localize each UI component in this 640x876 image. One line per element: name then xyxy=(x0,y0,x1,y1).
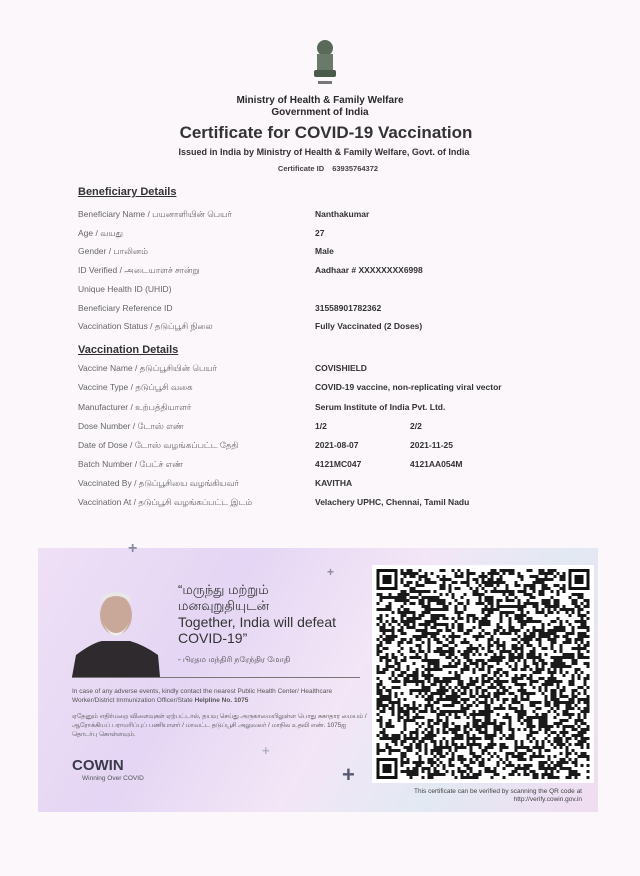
field-label: Manufacturer / உற்பத்தியாளர் xyxy=(78,402,192,412)
vaccination-heading: Vaccination Details xyxy=(78,344,179,356)
field-value: Male xyxy=(315,246,334,256)
field-value: 2021-08-07 xyxy=(315,440,359,450)
verify-note xyxy=(380,788,582,804)
adverse-events-notice xyxy=(72,687,372,705)
helpline: Helpline No. 1075 xyxy=(194,697,249,704)
beneficiary-heading: Beneficiary Details xyxy=(78,186,177,198)
field-label: Beneficiary Reference ID xyxy=(78,303,173,313)
field-value-dose-2: 2021-11-25 xyxy=(410,440,454,450)
adverse-text: In case of any adverse events, kindly contact the nearest Public Health Center/ Healthcare Worker/District Immunization Officer/State xyxy=(72,688,333,704)
field-value: Velachery UPHC, Chennai, Tamil Nadu xyxy=(315,497,470,507)
field-value: 4121MC047 xyxy=(315,459,362,469)
field-label: Gender / பாலினம் xyxy=(78,246,148,256)
field-value: COVISHIELD xyxy=(315,363,367,373)
field-label: Date of Dose / டோஸ் வழங்கப்பட்ட தேதி xyxy=(78,440,239,450)
field-value: Nanthakumar xyxy=(315,209,370,219)
cowin-logo: COWIN xyxy=(72,757,124,774)
field-label: Age / வயது xyxy=(78,228,124,238)
plus-icon: + xyxy=(342,762,355,787)
field-label: Vaccinated By / தடுப்பூசியை வழங்கியவர் xyxy=(78,478,240,488)
verify-text: This certificate can be verified by scanning the QR code at xyxy=(413,788,582,795)
ministry-heading xyxy=(0,95,640,119)
divider xyxy=(72,677,360,678)
ministry-name: Ministry of Health & Family Welfare xyxy=(236,95,404,106)
field-value-dose-2: 2/2 xyxy=(410,421,422,431)
quote-english-line-1: Together, India will defeat xyxy=(178,614,336,630)
field-value: Aadhaar # XXXXXXXX6998 xyxy=(315,265,423,275)
field-value: 1/2 xyxy=(315,421,327,431)
plus-icon: + xyxy=(128,540,138,557)
page-title: Certificate for COVID-19 Vaccination xyxy=(179,123,473,142)
field-label: Beneficiary Name / பயனாளியின் பெயர் xyxy=(78,209,232,219)
cowin-tagline: Winning Over COVID xyxy=(82,775,144,782)
quote-tamil-line-2: மனவுறுதியுடன் xyxy=(178,598,270,613)
field-label: Batch Number / பேட்ச் எண் xyxy=(78,459,184,469)
certificate-id xyxy=(0,164,640,173)
field-value: Serum Institute of India Pvt. Ltd. xyxy=(315,402,446,412)
certificate-id-label: Certificate ID xyxy=(277,164,325,173)
government-name: Government of India xyxy=(271,107,369,118)
field-label: ID Verified / அடையாளச் சான்று xyxy=(78,265,200,275)
adverse-events-notice-tamil: ஏதேனும் எதிர்மறை விளைவுகள் ஏற்பட்டால், தயவு செய்து அருகாமையிலுள்ள பொது சுகாதார மையம் / ஆரோக்கியப் பராமரிப்புப் பணியாளர் / மாவட்ட தடுப்பூசி அலுவலர் / மாநில உதவி எண். 1075ஐ தொடர்பு கொள்ளவும். xyxy=(72,713,367,738)
field-value: 31558901782362 xyxy=(315,303,382,313)
field-label: Vaccine Type / தடுப்பூசி வகை xyxy=(78,382,193,392)
quote-english-line-2: COVID-19” xyxy=(178,630,248,646)
prime-minister-photo xyxy=(72,585,160,677)
field-label: Dose Number / டோஸ் எண் xyxy=(78,421,184,431)
field-label: Vaccination Status / தடுப்பூசி நிலை xyxy=(78,321,213,331)
field-value: Fully Vaccinated (2 Doses) xyxy=(315,321,423,331)
field-label: Vaccination At / தடுப்பூசி வழங்கப்பட்ட இடம் xyxy=(78,497,253,507)
field-value: 27 xyxy=(315,228,325,238)
certificate-id-value: 63935764372 xyxy=(332,164,379,173)
field-value: KAVITHA xyxy=(315,478,353,488)
issued-by: Issued in India by Ministry of Health & Family Welfare, Govt. of India xyxy=(178,147,470,157)
plus-icon: + xyxy=(262,743,270,758)
verify-url[interactable]: http://verify.cowin.gov.in xyxy=(513,796,582,803)
field-value-dose-2: 4121AA054M xyxy=(410,459,463,469)
plus-icon: + xyxy=(327,565,335,579)
national-emblem-icon xyxy=(308,38,342,88)
quote-tamil-line-1: “மருந்து மற்றும் xyxy=(178,582,269,597)
field-label: Vaccine Name / தடுப்பூசியின் பெயர் xyxy=(78,363,218,373)
verification-qr-code xyxy=(372,565,594,783)
quote-attribution: - பிரதம மந்திரி நரேந்திர மோதி xyxy=(178,655,291,664)
field-value: COVID-19 vaccine, non-replicating viral vector xyxy=(315,382,502,392)
quote xyxy=(178,582,336,646)
field-label: Unique Health ID (UHID) xyxy=(78,284,172,294)
